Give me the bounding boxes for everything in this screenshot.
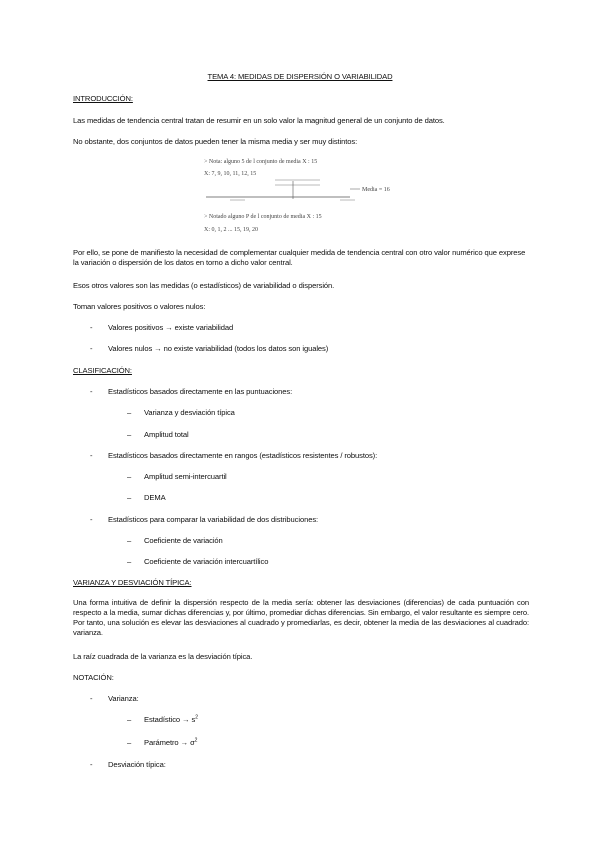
figure-line-1: > Nota: alguno 5 de l conjunto de media X : 15: [204, 159, 318, 165]
page-title: TEMA 4: MEDIDAS DE DISPERSIÓN O VARIABILIDAD: [207, 72, 393, 81]
bullet-dash: -: [90, 760, 93, 769]
intro-paragraph-5: Toman valores positivos o valores nulos:: [73, 302, 206, 311]
group-1-label: Estadísticos basados directamente en las puntuaciones:: [108, 387, 293, 396]
intro-heading: INTRODUCCIÓN:: [73, 94, 133, 103]
group-1-item-1: Varianza y desviación típica: [144, 408, 235, 417]
group-2-item-2: DEMA: [144, 493, 166, 502]
estadistico-exponent: 2: [195, 714, 198, 721]
group-1-item-2: Amplitud total: [144, 430, 189, 439]
bullet-dash: -: [90, 344, 93, 353]
sub-bullet-dash: –: [127, 536, 132, 545]
sub-bullet-dash: –: [127, 738, 132, 747]
bullet-dash: -: [90, 387, 93, 396]
group-3-label: Estadísticos para comparar la variabilidad de dos distribuciones:: [108, 515, 319, 524]
intro-paragraph-1: Las medidas de tendencia central tratan de resumir en un solo valor la magnitud general de un conjunto de datos.: [73, 116, 445, 125]
sub-bullet-dash: –: [127, 557, 132, 566]
notacion-heading: NOTACIÓN:: [73, 673, 114, 682]
varianza-heading: VARIANZA Y DESVIACIÓN TÍPICA:: [73, 578, 192, 587]
bullet-dash: -: [90, 694, 93, 703]
handwritten-example-figure: [200, 155, 390, 237]
group-3-item-1: Coeficiente de variación: [144, 536, 223, 545]
estadistico-text: Estadístico → s: [144, 715, 196, 724]
varianza-label: Varianza:: [108, 694, 139, 703]
group-2-label: Estadísticos basados directamente en rangos (estadísticos resistentes / robustos):: [108, 451, 378, 460]
figure-line-2: X: 7, 9, 10, 11, 12, 15: [204, 171, 257, 177]
intro-paragraph-3: Por ello, se pone de manifiesto la necesidad de complementar cualquier medida de tendencia central con otro valor numérico que exprese la variación o dispersión de los datos en torno a dicho valor central.: [73, 248, 526, 267]
desviacion-label: Desviación típica:: [108, 760, 166, 769]
intro-paragraph-2: No obstante, dos conjuntos de datos pueden tener la misma media y ser muy distintos:: [73, 137, 358, 146]
group-3-item-2: Coeficiente de variación intercuartílico: [144, 557, 269, 566]
sub-bullet-dash: –: [127, 430, 132, 439]
parametro-exponent: 2: [194, 737, 198, 744]
bullet-dash: -: [90, 323, 93, 332]
bullet-dash: -: [90, 451, 93, 460]
sub-bullet-dash: –: [127, 715, 132, 724]
figure-line-3: > Notado alguno P de l conjunto de media X : 15: [204, 214, 322, 220]
list-item-null: Valores nulos → no existe variabilidad (todos los datos son iguales): [108, 344, 329, 353]
varianza-paragraph-2: La raíz cuadrada de la varianza es la desviación típica.: [73, 652, 253, 661]
sub-bullet-dash: –: [127, 472, 132, 481]
figure-mean-label: Media = 16: [362, 187, 390, 193]
parametro-notation: [144, 738, 197, 748]
bullet-dash: -: [90, 515, 93, 524]
sub-bullet-dash: –: [127, 408, 132, 417]
intro-paragraph-4: Esos otros valores son las medidas (o estadísticos) de variabilidad o dispersión.: [73, 281, 335, 290]
sub-bullet-dash: –: [127, 493, 132, 502]
estadistico-notation: [144, 715, 198, 725]
clasificacion-heading: CLASIFICACIÓN:: [73, 366, 132, 375]
group-2-item-1: Amplitud semi-intercuartil: [144, 472, 227, 481]
varianza-paragraph-1: Una forma intuitiva de definir la dispersión respecto de la media sería: obtener las desviaciones (diferencias) de cada puntuación con respecto a la media, sumar dichas diferencias y, por último, promediar dichas diferencias. Sin embargo, el valor resultante es siempre cero. Por tanto, una solución es elevar las desviaciones al cuadrado y promediarlas, es decir, obtener la media de las desviaciones al cuadrado: varianza.: [73, 598, 529, 637]
figure-line-4: X: 0, 1, 2 ... 15, 19, 20: [204, 227, 258, 233]
parametro-text: Parámetro → σ: [144, 738, 195, 747]
list-item-positive: Valores positivos → existe variabilidad: [108, 323, 234, 332]
